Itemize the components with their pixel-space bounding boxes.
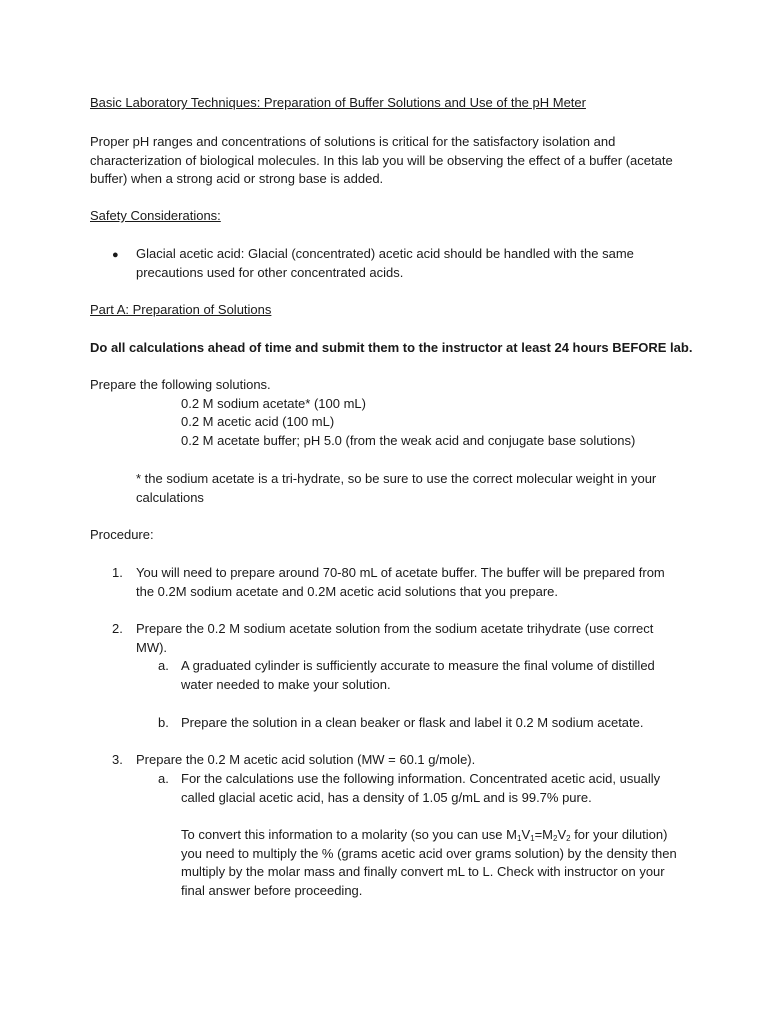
- step-text: You will need to prepare around 70-80 mL of acetate buffer. The buffer will be prepared from the 0.2M sodium acetate and 0.2M acetic acid solutions that you prepare.: [136, 565, 665, 599]
- substep-text: A graduated cylinder is sufficiently accurate to measure the final volume of distilled water needed to make your solution.: [181, 658, 655, 692]
- substep-text: Prepare the solution in a clean beaker or flask and label it 0.2 M sodium acetate.: [181, 715, 644, 730]
- substep-text: For the calculations use the following information. Concentrated acetic acid, usually called glacial acetic acid, has a density of 1.05 g/mL and is 99.7% pure.: [181, 771, 661, 805]
- calculations-note: Do all calculations ahead of time and submit them to the instructor at least 24 hours BEFORE lab.: [90, 340, 693, 355]
- solution-item: 0.2 M sodium acetate* (100 mL): [181, 396, 366, 411]
- step-number: 1.: [112, 565, 123, 580]
- solution-item: 0.2 M acetic acid (100 mL): [181, 414, 335, 429]
- solution-item: 0.2 M acetate buffer; pH 5.0 (from the weak acid and conjugate base solutions): [181, 433, 636, 448]
- step-text: Prepare the 0.2 M acetic acid solution (MW = 60.1 g/mole).: [136, 752, 476, 767]
- step-number: 2.: [112, 621, 123, 636]
- substep-label: a.: [158, 658, 169, 673]
- safety-heading: Safety Considerations:: [90, 208, 221, 223]
- step-text: Prepare the 0.2 M sodium acetate solution from the sodium acetate trihydrate (use correct MW).: [136, 621, 654, 655]
- intro-paragraph: Proper pH ranges and concentrations of solutions is critical for the satisfactory isolation and characterization of biological molecules. In this lab you will be observing the effect of a buffer (acetate buffer) when a strong acid or strong base is added.: [90, 134, 673, 186]
- molarity-conversion-paragraph: To convert this information to a molarity (so you can use $M_1V_1=M_2V_2$ for your dilution) you need to multiply the % (grams acetic acid over grams solution) by the density then multiply by the molar mass and finally convert mL to L. Check with instructor on your final answer before proceeding.: [181, 827, 677, 898]
- procedure-heading: Procedure:: [90, 527, 154, 542]
- safety-item: Glacial acetic acid: Glacial (concentrated) acetic acid should be handled with the same precautions used for other concentrated acids.: [136, 246, 634, 280]
- substep-label: b.: [158, 715, 169, 730]
- substep-label: a.: [158, 771, 169, 786]
- bullet-icon: ●: [112, 249, 119, 261]
- step-number: 3.: [112, 752, 123, 767]
- prepare-intro: Prepare the following solutions.: [90, 377, 271, 392]
- footnote: * the sodium acetate is a tri-hydrate, so be sure to use the correct molecular weight in your calculations: [136, 471, 657, 505]
- document-title: Basic Laboratory Techniques: Preparation of Buffer Solutions and Use of the pH Meter: [90, 95, 586, 110]
- part-a-heading: Part A: Preparation of Solutions: [90, 302, 272, 317]
